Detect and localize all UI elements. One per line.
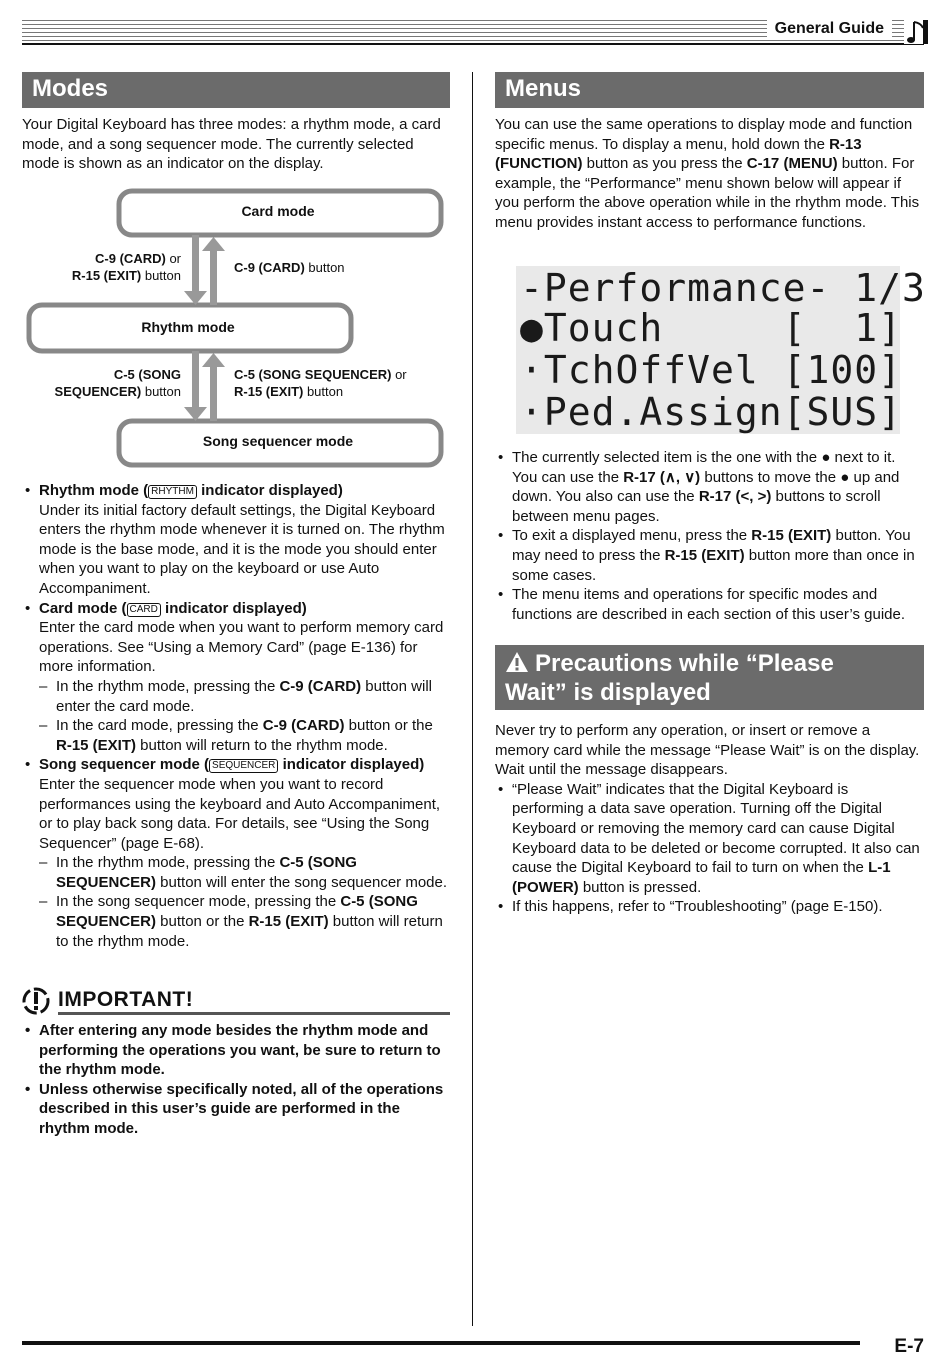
lcd-line-title: -Performance- 1/3 bbox=[520, 266, 926, 310]
mode-descriptions bbox=[22, 481, 450, 951]
caution-triangle-icon bbox=[505, 651, 529, 673]
rhythm-indicator: RHYTHM bbox=[148, 485, 197, 499]
modes-intro: Your Digital Keyboard has three modes: a rhythm mode, a card mode, and a song sequencer mode. The currently selected mode is shown as an indicator on the display. bbox=[22, 116, 441, 173]
card-mode-step: – In the rhythm mode, pressing the C-9 (CARD) button will enter the card mode. bbox=[39, 677, 450, 716]
important-title: IMPORTANT! bbox=[58, 988, 194, 1011]
modes-heading: Modes bbox=[22, 72, 450, 108]
sequencer-indicator: SEQUENCER bbox=[209, 759, 278, 773]
card-mode-label: Card mode bbox=[241, 203, 315, 219]
menus-bullets bbox=[495, 448, 924, 624]
important-list bbox=[22, 1021, 450, 1139]
menus-intro: You can use the same operations to display mode and function specific menus. To display a menu, hold down the R-13 (FUNCTION) button as you press the C-17 (MENU) button. For example, the “Performance” menu shown below will appear if you perform the above operation while in the rhythm mode. This menu provides instant access to performance functions. bbox=[495, 116, 920, 231]
card-to-rhythm-label: C-9 (CARD) or R-15 (EXIT) button bbox=[71, 251, 181, 283]
song-mode-step: – In the song sequencer mode, pressing the C-5 (SONG SEQUENCER) button or the R-15 (EXIT) button will return to the rhythm mode. bbox=[39, 892, 450, 951]
card-indicator: CARD bbox=[127, 603, 161, 617]
menus-bullet: • The currently selected item is the one with the ● next to it. You can use the R-17 (∧, ∨) buttons to move the ● up and down. You also can use the R-17 (<, >) buttons to scroll between menu pages. bbox=[495, 448, 924, 526]
important-header bbox=[22, 986, 450, 1016]
menus-heading: Menus bbox=[495, 72, 924, 108]
card-mode-step: – In the card mode, pressing the C-9 (CARD) button or the R-15 (EXIT) button will return to the rhythm mode. bbox=[39, 716, 450, 755]
menus-bullet: • The menu items and operations for specific modes and functions are described in each section of this user’s guide. bbox=[495, 585, 924, 624]
rhythm-mode-label: Rhythm mode bbox=[141, 319, 235, 335]
lcd-line-tchoffvel: ·TchOffVel [100] bbox=[520, 348, 903, 392]
arrow-rhythm-to-card bbox=[202, 237, 225, 305]
warning-icon bbox=[22, 986, 54, 1016]
precautions-heading: Precautions while “Please Wait” is displayed bbox=[495, 645, 924, 710]
rhythm-to-card-label: C-9 (CARD) button bbox=[234, 260, 345, 275]
important-item: • After entering any mode besides the rhythm mode and performing the operations you want, be sure to return to the rhythm mode. bbox=[22, 1021, 450, 1080]
song-mode-item: • Song sequencer mode ( SEQUENCER indicator displayed) Enter the sequencer mode when you want to record performances using the keyboard and Auto Accompaniment, or to play back song data. For details, see “Using the Song Sequencer” (page E-68). – In the rhythm mode, pressing the C-5 (SONG SEQUENCER) button will enter the song sequencer mode. – In the song sequencer mode, pressing the C-5 (SONG SEQUENCER) button or the R-15 (EXIT) button will return to the rhythm mode. bbox=[22, 755, 450, 951]
song-to-rhythm-label: C-5 (SONG SEQUENCER) or R-15 (EXIT) button bbox=[234, 367, 407, 399]
precautions-bullet: • “Please Wait” indicates that the Digital Keyboard is performing a data save operation. Turning off the Digital Keyboard or removing the memory card can cause Digital Keyboard data to be deleted or become corrupted. It also can cause the Digital Keyboard to fail to turn on when the L-1 (POWER) button is pressed. bbox=[495, 780, 924, 898]
lcd-display bbox=[516, 266, 926, 434]
menus-bullet: • To exit a displayed menu, press the R-15 (EXIT) button. You may need to press the R-15 (EXIT) button more than once in some cases. bbox=[495, 526, 924, 585]
precautions-bullet: • If this happens, refer to “Troubleshooting” (page E-150). bbox=[495, 897, 924, 917]
card-mode-item: • Card mode ( CARD indicator displayed) Enter the card mode when you want to perform memory card operations. See “Using a Memory Card” (page E-136) for more information. – In the rhythm mode, pressing the C-9 (CARD) button will enter the card mode. – In the card mode, pressing the C-9 (CARD) button or the R-15 (EXIT) button will return to the rhythm mode. bbox=[22, 599, 450, 756]
precautions-body: Never try to perform any operation, or insert or remove a memory card while the message “Please Wait” is on the display. Wait until the message disappears. • “Please Wait” indicates that the Digital Keyboard is performing a data save operation. Turning off the Digital Keyboard or removing the memory card can cause Digital Keyboard data to be deleted or become corrupted. It also can cause the Digital Keyboard to fail to turn on when the L-1 (POWER) button is pressed. • If this happens, refer to “Troubleshooting” (page E-150). bbox=[495, 721, 924, 917]
music-note-icon bbox=[904, 18, 928, 44]
song-mode-step: – In the rhythm mode, pressing the C-5 (SONG SEQUENCER) button will enter the song sequencer mode. bbox=[39, 853, 450, 892]
song-mode-label: Song sequencer mode bbox=[202, 433, 354, 449]
footer-rule bbox=[22, 1341, 860, 1345]
lcd-line-pedassign: ·Ped.Assign[SUS] bbox=[520, 390, 903, 434]
important-item: • Unless otherwise specifically noted, all of the operations described in this user’s guide are performed in the rhythm mode. bbox=[22, 1080, 450, 1139]
rhythm-mode-item: • Rhythm mode ( RHYTHM indicator displayed) Under its initial factory default settings, the Digital Keyboard enters the rhythm mode whenever it is turned on. The rhythm mode is the base mode, and it is the mode you should enter when you want to play on the keyboard or use Auto Accompaniment. bbox=[22, 481, 450, 599]
rhythm-to-song-label: C-5 (SONG SEQUENCER) button bbox=[54, 367, 181, 399]
important-rule bbox=[58, 1012, 450, 1015]
arrow-song-to-rhythm bbox=[202, 353, 225, 421]
arrow-rhythm-to-song bbox=[184, 351, 207, 421]
column-divider bbox=[472, 72, 473, 1326]
page-number: E-7 bbox=[894, 1336, 924, 1357]
lcd-line-touch: ●Touch [ 1] bbox=[520, 306, 903, 350]
arrow-card-to-rhythm bbox=[184, 235, 207, 305]
header-section-title: General Guide bbox=[767, 20, 892, 38]
